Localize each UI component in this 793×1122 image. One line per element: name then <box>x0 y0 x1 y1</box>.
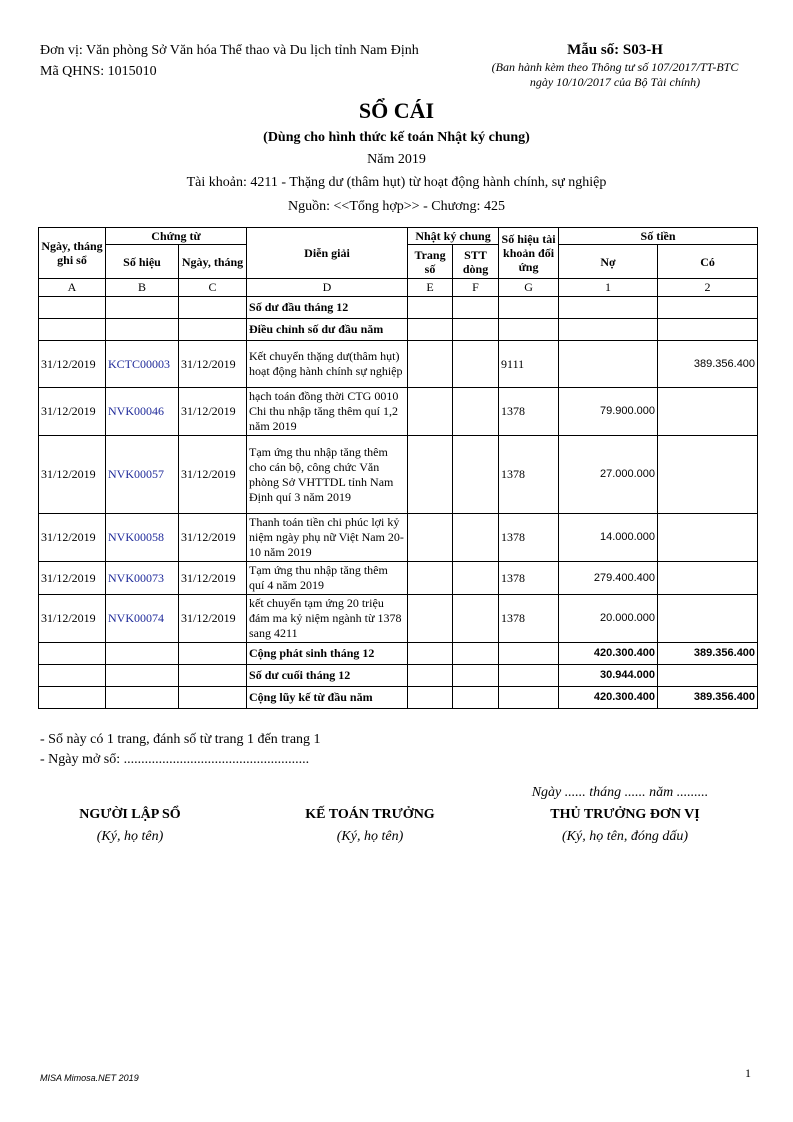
header-voucher: Chứng từ <box>106 228 247 245</box>
row-description: Tạm ứng thu nhập tăng thêm quí 4 năm 2019 <box>247 562 408 595</box>
ytd-total-label: Cộng lũy kế từ đầu năm <box>247 687 408 709</box>
ledger-account: Tài khoản: 4211 - Thặng dư (thâm hụt) từ hoạt động hành chính, sự nghiệp <box>186 175 607 190</box>
unit-budget-code: Mã QHNS: 1015010 <box>40 64 157 79</box>
header-journal: Nhật ký chung <box>408 228 499 245</box>
preparer-hint: (Ký, họ tên) <box>96 829 164 844</box>
total-month-debit: 420.300.400 <box>559 643 658 665</box>
header-line: STT dòng <box>453 245 499 279</box>
row-voucher-link[interactable]: NVK00073 <box>106 562 179 595</box>
form-note-line1: (Ban hành kèm theo Thông tư số 107/2017/TT-BTC <box>491 60 739 74</box>
head-of-unit-signature <box>500 805 750 849</box>
row-debit: 27.000.000 <box>559 436 658 514</box>
row-description: kết chuyển tạm ứng 20 triệu đám ma kỷ niệm ngành từ 1378 sang 4211 <box>247 595 408 643</box>
row-date: 31/12/2019 <box>39 514 106 562</box>
adjustment-row <box>39 319 758 341</box>
form-code: Mẫu số: S03-H <box>567 42 663 58</box>
table-row <box>39 341 758 388</box>
closing-balance-debit: 30.944.000 <box>559 665 658 687</box>
row-description: Kết chuyển thặng dư(thâm hụt) hoạt động hành chính sự nghiệp <box>247 341 408 388</box>
row-contra-account: 1378 <box>499 562 559 595</box>
chief-accountant-title: KẾ TOÁN TRƯỞNG <box>305 807 435 822</box>
code-cell: F <box>453 279 499 297</box>
row-debit: 79.900.000 <box>559 388 658 436</box>
row-date: 31/12/2019 <box>39 388 106 436</box>
header-contra-account: Số hiệu tài khoản đối ứng <box>499 228 559 279</box>
total-month-label: Cộng phát sinh tháng 12 <box>247 643 408 665</box>
header-date: Ngày, tháng ghi sổ <box>39 228 106 279</box>
header-voucher-no: Số hiệu <box>106 245 179 279</box>
row-credit <box>658 514 758 562</box>
chief-accountant-signature <box>280 805 460 849</box>
row-voucher-link[interactable]: NVK00074 <box>106 595 179 643</box>
code-cell: E <box>408 279 453 297</box>
row-debit <box>559 341 658 388</box>
row-voucher-date: 31/12/2019 <box>179 514 247 562</box>
software-footer: MISA Mimosa.NET 2019 <box>40 1073 139 1083</box>
header-amount: Số tiền <box>559 228 758 245</box>
ledger-table <box>38 227 758 709</box>
row-voucher-link[interactable]: KCTC00003 <box>106 341 179 388</box>
closing-balance-credit <box>658 665 758 687</box>
row-voucher-date: 31/12/2019 <box>179 595 247 643</box>
code-cell: G <box>499 279 559 297</box>
row-voucher-date: 31/12/2019 <box>179 562 247 595</box>
unit-info <box>40 40 450 82</box>
row-voucher-link[interactable]: NVK00057 <box>106 436 179 514</box>
row-voucher-link[interactable]: NVK00046 <box>106 388 179 436</box>
row-voucher-date: 31/12/2019 <box>179 341 247 388</box>
code-cell: B <box>106 279 179 297</box>
ytd-total-row <box>39 687 758 709</box>
closing-balance-row <box>39 665 758 687</box>
ledger-source: Nguồn: <<Tổng hợp>> - Chương: 425 <box>288 199 505 214</box>
row-contra-account: 1378 <box>499 388 559 436</box>
table-row <box>39 388 758 436</box>
row-credit <box>658 388 758 436</box>
unit-name: Đơn vị: Văn phòng Sở Văn hóa Thể thao và Du lịch tỉnh Nam Định <box>40 43 419 58</box>
total-month-credit: 389.356.400 <box>658 643 758 665</box>
row-voucher-date: 31/12/2019 <box>179 436 247 514</box>
row-contra-account: 1378 <box>499 436 559 514</box>
form-note-line2: ngày 10/10/2017 của Bộ Tài chính) <box>529 75 701 89</box>
row-credit <box>658 436 758 514</box>
preparer-title: NGƯỜI LẬP SỔ <box>79 807 181 822</box>
row-contra-account: 1378 <box>499 595 559 643</box>
table-row <box>39 436 758 514</box>
form-info <box>470 40 760 90</box>
chief-accountant-hint: (Ký, họ tên) <box>336 829 404 844</box>
code-cell: A <box>39 279 106 297</box>
open-date-note: - Ngày mở sổ: ..................................................... <box>40 752 310 767</box>
row-description: Thanh toán tiền chi phúc lợi kỷ niệm ngày phụ nữ Việt Nam 20-10 năm 2019 <box>247 514 408 562</box>
header-credit: Có <box>658 245 758 279</box>
header-page: Trang số <box>408 245 453 279</box>
code-cell: 1 <box>559 279 658 297</box>
row-contra-account: 1378 <box>499 514 559 562</box>
header-voucher-date: Ngày, tháng <box>179 245 247 279</box>
row-date: 31/12/2019 <box>39 595 106 643</box>
row-description: Tạm ứng thu nhập tăng thêm cho cán bộ, công chức Văn phòng Sở VHTTDL tỉnh Nam Định quí 3 năm 2019 <box>247 436 408 514</box>
ledger-title: SỔ CÁI <box>358 98 435 123</box>
row-voucher-date: 31/12/2019 <box>179 388 247 436</box>
head-of-unit-title: THỦ TRƯỞNG ĐƠN VỊ <box>550 807 700 822</box>
signature-dateline: Ngày ...... tháng ...... năm ......... <box>531 785 709 800</box>
page-count-note: - Sổ này có 1 trang, đánh số từ trang 1 đến trang 1 <box>40 732 321 747</box>
ledger-subtitle: (Dùng cho hình thức kế toán Nhật ký chung) <box>263 130 530 145</box>
row-contra-account: 9111 <box>499 341 559 388</box>
code-cell: 2 <box>658 279 758 297</box>
row-credit <box>658 562 758 595</box>
row-credit: 389.356.400 <box>658 341 758 388</box>
code-cell: D <box>247 279 408 297</box>
row-date: 31/12/2019 <box>39 341 106 388</box>
adjustment-label: Điều chỉnh số dư đầu năm <box>247 319 408 341</box>
opening-balance-label: Số dư đầu tháng 12 <box>247 297 408 319</box>
row-voucher-link[interactable]: NVK00058 <box>106 514 179 562</box>
table-row <box>39 595 758 643</box>
code-cell: C <box>179 279 247 297</box>
table-row <box>39 514 758 562</box>
row-description: hạch toán đồng thời CTG 0010 Chi thu nhập tăng thêm quí 1,2 năm 2019 <box>247 388 408 436</box>
closing-balance-label: Số dư cuối tháng 12 <box>247 665 408 687</box>
row-date: 31/12/2019 <box>39 436 106 514</box>
ytd-total-debit: 420.300.400 <box>559 687 658 709</box>
preparer-signature <box>40 805 220 849</box>
header-debit: Nợ <box>559 245 658 279</box>
page-number: 1 <box>745 1066 751 1080</box>
row-date: 31/12/2019 <box>39 562 106 595</box>
row-debit: 20.000.000 <box>559 595 658 643</box>
ledger-notes <box>40 730 321 770</box>
row-credit <box>658 595 758 643</box>
row-debit: 279.400.400 <box>559 562 658 595</box>
total-month-row <box>39 643 758 665</box>
table-row <box>39 562 758 595</box>
opening-balance-row <box>39 297 758 319</box>
row-debit: 14.000.000 <box>559 514 658 562</box>
header-description: Diễn giải <box>247 228 408 279</box>
ledger-year: Năm 2019 <box>367 152 426 167</box>
head-of-unit-hint: (Ký, họ tên, đóng dấu) <box>562 829 688 844</box>
ytd-total-credit: 389.356.400 <box>658 687 758 709</box>
